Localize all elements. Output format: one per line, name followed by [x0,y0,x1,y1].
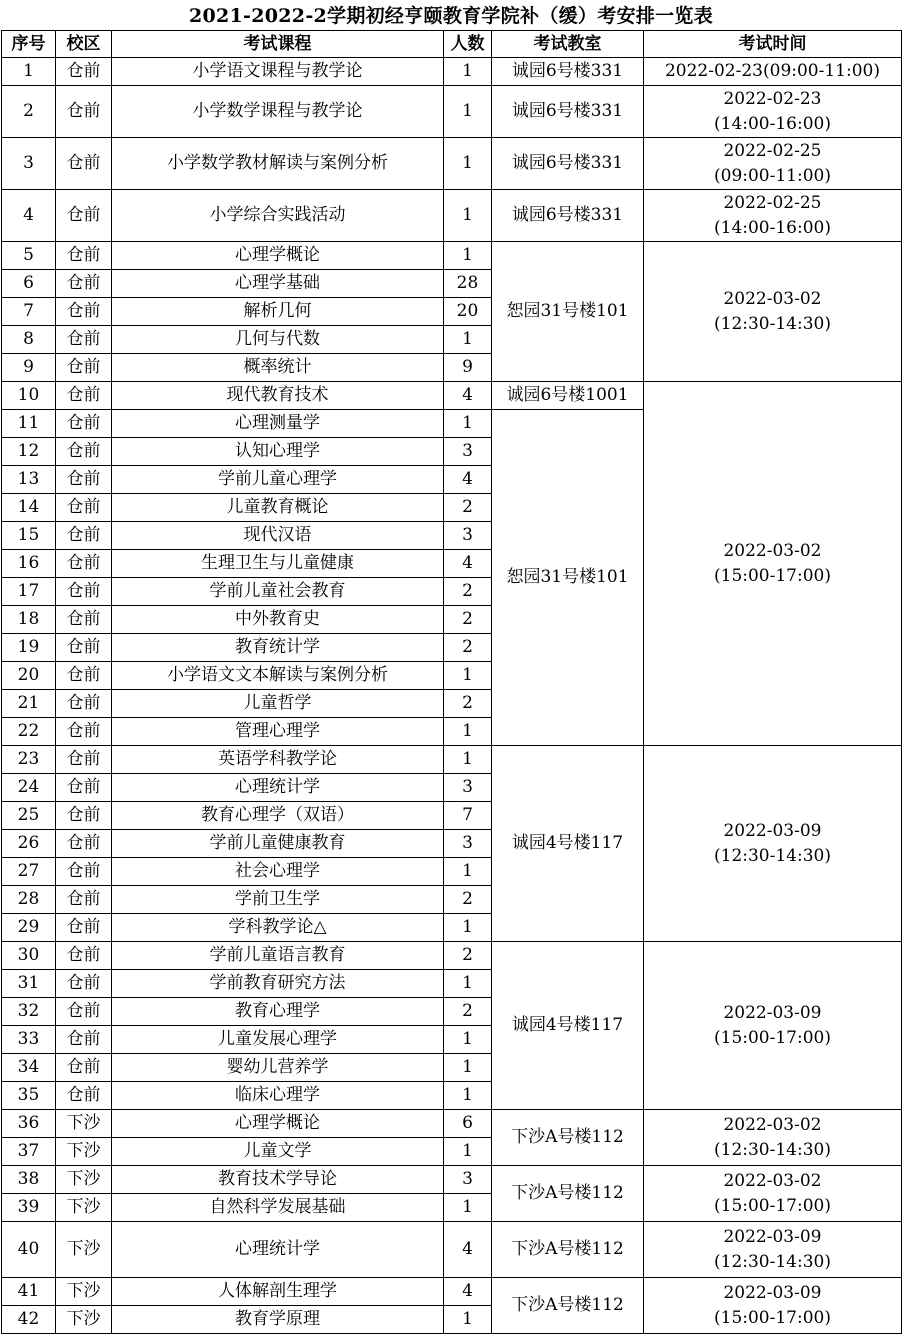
row-count: 1 [444,86,492,138]
row-index: 28 [2,886,56,914]
row-course: 生理卫生与儿童健康 [112,550,444,578]
row-campus: 仓前 [56,1026,112,1054]
table-row [2,1222,902,1278]
row-count: 2 [444,634,492,662]
exam-slot: (09:00-11:00) [714,165,831,186]
row-campus: 下沙 [56,1278,112,1306]
row-count: 2 [444,998,492,1026]
row-course: 学前儿童心理学 [112,466,444,494]
row-campus: 仓前 [56,522,112,550]
row-count: 3 [444,774,492,802]
row-course: 教育学原理 [112,1306,444,1334]
exam-date: 2022-03-02 [723,1114,822,1135]
exam-slot: (12:30-14:30) [714,313,831,334]
row-index: 11 [2,410,56,438]
row-index: 18 [2,606,56,634]
exam-time [644,138,902,190]
row-index: 3 [2,138,56,190]
row-course: 学前儿童社会教育 [112,578,444,606]
row-count: 6 [444,1110,492,1138]
row-course: 社会心理学 [112,858,444,886]
row-campus: 仓前 [56,718,112,746]
row-count: 1 [444,1054,492,1082]
exam-slot: (15:00-17:00) [714,565,831,586]
exam-date: 2022-02-23(09:00-11:00) [664,61,880,81]
row-course: 儿童教育概论 [112,494,444,522]
row-index: 30 [2,942,56,970]
row-count: 4 [444,466,492,494]
row-course: 管理心理学 [112,718,444,746]
row-count: 3 [444,1166,492,1194]
row-count: 9 [444,354,492,382]
table-row [2,382,902,410]
row-count: 3 [444,830,492,858]
exam-room: 诚园6号楼331 [492,138,644,190]
exam-slot: (15:00-17:00) [714,1307,831,1328]
row-index: 14 [2,494,56,522]
header-campus: 校区 [56,31,112,58]
row-campus: 下沙 [56,1222,112,1278]
row-campus: 仓前 [56,298,112,326]
row-course: 儿童文学 [112,1138,444,1166]
exam-date: 2022-02-23 [723,88,822,109]
row-count: 1 [444,326,492,354]
table-row [2,746,902,774]
row-campus: 仓前 [56,1054,112,1082]
row-campus: 仓前 [56,86,112,138]
row-count: 1 [444,914,492,942]
row-index: 7 [2,298,56,326]
row-course: 小学语文课程与教学论 [112,58,444,86]
row-campus: 仓前 [56,1082,112,1110]
row-count: 2 [444,942,492,970]
row-campus: 仓前 [56,466,112,494]
row-campus: 仓前 [56,886,112,914]
row-course: 婴幼儿营养学 [112,1054,444,1082]
table-body [2,58,902,1334]
row-campus: 仓前 [56,242,112,270]
row-index: 29 [2,914,56,942]
exam-room: 诚园6号楼331 [492,86,644,138]
table-row [2,242,902,270]
row-index: 35 [2,1082,56,1110]
exam-room: 诚园4号楼117 [492,746,644,942]
exam-room: 诚园6号楼331 [492,190,644,242]
row-course: 学科教学论△ [112,914,444,942]
row-course: 心理测量学 [112,410,444,438]
row-index: 33 [2,1026,56,1054]
page-title: 2021-2022-2学期初经亨颐教育学院补（缓）考安排一览表 [188,5,714,27]
row-count: 4 [444,550,492,578]
row-campus: 仓前 [56,970,112,998]
row-count: 20 [444,298,492,326]
row-course: 小学综合实践活动 [112,190,444,242]
exam-slot: (12:30-14:30) [714,1139,831,1160]
row-campus: 仓前 [56,746,112,774]
table-row [2,1166,902,1194]
row-index: 16 [2,550,56,578]
row-campus: 仓前 [56,634,112,662]
exam-time [644,58,902,86]
exam-time [644,86,902,138]
row-count: 3 [444,438,492,466]
row-count: 1 [444,746,492,774]
exam-time [644,190,902,242]
row-index: 9 [2,354,56,382]
row-count: 4 [444,1222,492,1278]
row-course: 认知心理学 [112,438,444,466]
row-course: 自然科学发展基础 [112,1194,444,1222]
row-campus: 仓前 [56,662,112,690]
row-course: 心理统计学 [112,774,444,802]
exam-schedule-table [1,30,902,1334]
exam-date: 2022-02-25 [723,192,822,213]
row-index: 37 [2,1138,56,1166]
row-count: 28 [444,270,492,298]
row-index: 31 [2,970,56,998]
row-course: 概率统计 [112,354,444,382]
exam-room: 恕园31号楼101 [492,242,644,382]
row-count: 1 [444,718,492,746]
row-course: 临床心理学 [112,1082,444,1110]
row-course: 几何与代数 [112,326,444,354]
row-index: 23 [2,746,56,774]
row-course: 现代汉语 [112,522,444,550]
row-campus: 下沙 [56,1110,112,1138]
row-campus: 仓前 [56,58,112,86]
header-index: 序号 [2,31,56,58]
exam-time [644,1166,902,1222]
row-campus: 仓前 [56,326,112,354]
row-index: 21 [2,690,56,718]
header-room: 考试教室 [492,31,644,58]
row-campus: 仓前 [56,410,112,438]
row-count: 2 [444,606,492,634]
row-course: 教育心理学（双语） [112,802,444,830]
row-campus: 仓前 [56,606,112,634]
row-campus: 仓前 [56,354,112,382]
row-course: 学前儿童健康教育 [112,830,444,858]
row-campus: 下沙 [56,1306,112,1334]
row-course: 中外教育史 [112,606,444,634]
row-index: 26 [2,830,56,858]
row-index: 15 [2,522,56,550]
exam-room: 下沙A号楼112 [492,1110,644,1166]
table-row [2,138,902,190]
exam-date: 2022-03-09 [723,1002,822,1023]
exam-time [644,242,902,382]
row-campus: 仓前 [56,382,112,410]
row-course: 教育心理学 [112,998,444,1026]
table-row [2,942,902,970]
row-index: 34 [2,1054,56,1082]
row-campus: 下沙 [56,1166,112,1194]
exam-room: 诚园6号楼1001 [492,382,644,410]
row-campus: 下沙 [56,1138,112,1166]
row-campus: 仓前 [56,690,112,718]
exam-slot: (15:00-17:00) [714,1195,831,1216]
row-count: 1 [444,1306,492,1334]
row-campus: 仓前 [56,858,112,886]
row-count: 1 [444,242,492,270]
row-index: 5 [2,242,56,270]
row-course: 小学数学教材解读与案例分析 [112,138,444,190]
row-index: 13 [2,466,56,494]
row-course: 小学语文文本解读与案例分析 [112,662,444,690]
table-row [2,1110,902,1138]
row-campus: 仓前 [56,550,112,578]
exam-date: 2022-03-09 [723,1226,822,1247]
table-row [2,58,902,86]
row-course: 儿童哲学 [112,690,444,718]
exam-time [644,942,902,1110]
row-index: 20 [2,662,56,690]
exam-room: 下沙A号楼112 [492,1278,644,1334]
row-course: 心理统计学 [112,1222,444,1278]
row-campus: 仓前 [56,438,112,466]
row-count: 1 [444,190,492,242]
row-campus: 仓前 [56,138,112,190]
exam-date: 2022-03-02 [723,1170,822,1191]
row-index: 39 [2,1194,56,1222]
row-course: 学前儿童语言教育 [112,942,444,970]
row-count: 1 [444,1138,492,1166]
row-index: 12 [2,438,56,466]
row-count: 7 [444,802,492,830]
exam-slot: (12:30-14:30) [714,1251,831,1272]
exam-date: 2022-03-02 [723,288,822,309]
row-count: 1 [444,970,492,998]
row-course: 学前教育研究方法 [112,970,444,998]
row-index: 27 [2,858,56,886]
row-index: 1 [2,58,56,86]
exam-room: 下沙A号楼112 [492,1222,644,1278]
row-index: 6 [2,270,56,298]
row-count: 4 [444,382,492,410]
row-count: 2 [444,886,492,914]
exam-slot: (14:00-16:00) [714,217,831,238]
exam-date: 2022-02-25 [723,140,822,161]
row-index: 8 [2,326,56,354]
row-count: 1 [444,58,492,86]
row-index: 25 [2,802,56,830]
row-campus: 仓前 [56,942,112,970]
row-campus: 仓前 [56,802,112,830]
row-count: 1 [444,662,492,690]
row-course: 心理学概论 [112,242,444,270]
row-index: 38 [2,1166,56,1194]
row-index: 32 [2,998,56,1026]
row-campus: 仓前 [56,774,112,802]
row-index: 19 [2,634,56,662]
row-campus: 仓前 [56,914,112,942]
exam-time [644,1222,902,1278]
header-count: 人数 [444,31,492,58]
row-index: 24 [2,774,56,802]
row-index: 10 [2,382,56,410]
row-count: 3 [444,522,492,550]
row-course: 学前卫生学 [112,886,444,914]
exam-room: 下沙A号楼112 [492,1166,644,1222]
row-index: 4 [2,190,56,242]
exam-time [644,382,902,746]
row-count: 1 [444,1026,492,1054]
row-campus: 仓前 [56,190,112,242]
row-campus: 下沙 [56,1194,112,1222]
row-campus: 仓前 [56,830,112,858]
row-course: 解析几何 [112,298,444,326]
row-course: 心理学基础 [112,270,444,298]
row-count: 4 [444,1278,492,1306]
row-campus: 仓前 [56,494,112,522]
exam-date: 2022-03-02 [723,540,822,561]
row-course: 小学数学课程与教学论 [112,86,444,138]
exam-time [644,1110,902,1166]
row-course: 儿童发展心理学 [112,1026,444,1054]
row-course: 人体解剖生理学 [112,1278,444,1306]
table-row [2,190,902,242]
row-course: 心理学概论 [112,1110,444,1138]
exam-room: 诚园4号楼117 [492,942,644,1110]
row-index: 22 [2,718,56,746]
row-index: 36 [2,1110,56,1138]
row-campus: 仓前 [56,270,112,298]
row-index: 40 [2,1222,56,1278]
exam-time [644,746,902,942]
row-count: 1 [444,858,492,886]
table-row [2,86,902,138]
row-count: 2 [444,578,492,606]
row-course: 英语学科教学论 [112,746,444,774]
row-index: 17 [2,578,56,606]
exam-slot: (12:30-14:30) [714,845,831,866]
header-row [2,31,902,58]
row-count: 1 [444,410,492,438]
row-count: 1 [444,1082,492,1110]
exam-date: 2022-03-09 [723,1282,822,1303]
exam-slot: (14:00-16:00) [714,113,831,134]
header-course: 考试课程 [112,31,444,58]
row-index: 41 [2,1278,56,1306]
row-count: 2 [444,690,492,718]
row-course: 教育统计学 [112,634,444,662]
row-index: 2 [2,86,56,138]
row-count: 1 [444,138,492,190]
row-campus: 仓前 [56,998,112,1026]
exam-room: 恕园31号楼101 [492,410,644,746]
table-row [2,1278,902,1306]
exam-slot: (15:00-17:00) [714,1027,831,1048]
row-course: 教育技术学导论 [112,1166,444,1194]
row-course: 现代教育技术 [112,382,444,410]
row-campus: 仓前 [56,578,112,606]
header-time: 考试时间 [644,31,902,58]
exam-time [644,1278,902,1334]
row-count: 1 [444,1194,492,1222]
row-count: 2 [444,494,492,522]
exam-date: 2022-03-09 [723,820,822,841]
exam-room: 诚园6号楼331 [492,58,644,86]
row-index: 42 [2,1306,56,1334]
